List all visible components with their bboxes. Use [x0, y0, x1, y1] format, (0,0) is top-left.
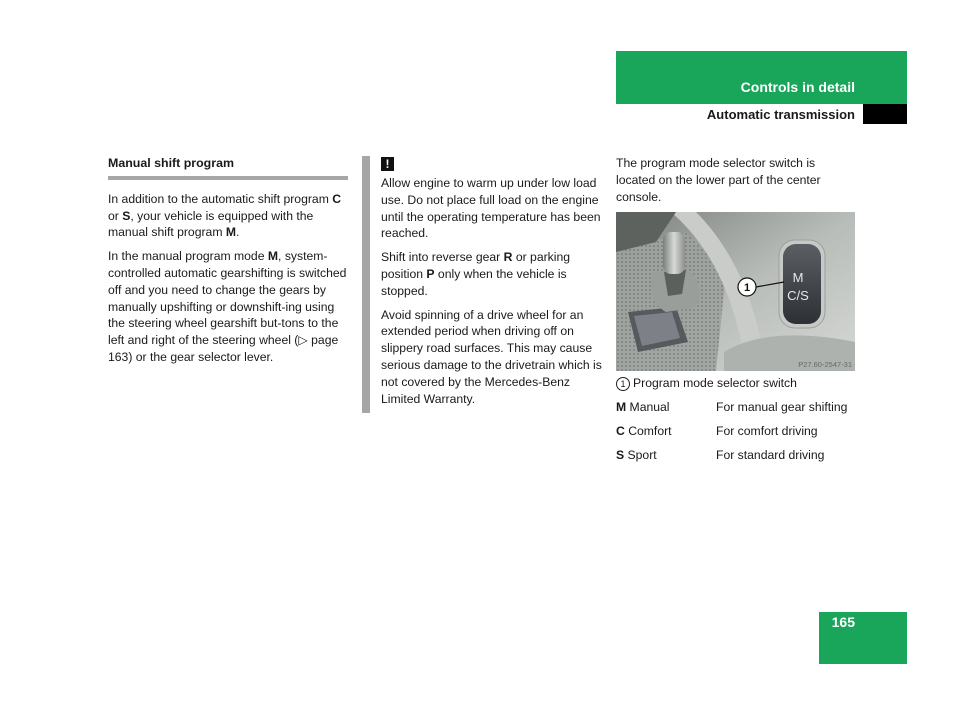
selector-intro — [616, 155, 856, 212]
caption-number: 1 — [616, 377, 630, 391]
selector-intro-text: The program mode selector switch is located on the lower part of the center console. — [616, 156, 821, 204]
selector-switch-photo — [616, 212, 855, 371]
section-tab-marker — [863, 104, 907, 124]
page-number: 165 — [831, 614, 855, 630]
mode-row-comfort: C Comfort For comfort driving — [616, 424, 818, 438]
exclamation-icon: ! — [381, 157, 394, 171]
warning-paragraph-3: Avoid spinning of a drive wheel for an extended period when driving off on slippery road surfaces. This may cause serious damage to the drivetrain which is not covered by the Mercedes-Benz Limited Warranty. — [381, 307, 602, 406]
manual-shift-paragraph-1: In addition to the automatic shift program C or S, your vehicle is equipped with the manual shift program M. — [108, 191, 342, 240]
manual-shift-column — [108, 155, 348, 373]
mode-row-manual: M Manual For manual gear shifting — [616, 400, 848, 414]
console-illustration — [616, 212, 855, 371]
header-green-box — [616, 51, 907, 104]
figure-code: P27.60-2547-31 — [798, 360, 852, 369]
figure-caption — [616, 375, 856, 392]
chapter-title: Controls in detail — [740, 79, 855, 95]
figure-callout-1: 1 — [743, 282, 751, 294]
mode-row-sport: S Sport For standard driving — [616, 448, 825, 462]
warning-column — [381, 156, 603, 414]
warning-paragraph-2: Shift into reverse gear R or parking position P only when the vehicle is stopped. — [381, 250, 571, 298]
switch-label-cs: C/S — [787, 288, 809, 303]
section-title: Automatic transmission — [706, 107, 855, 122]
warning-side-bar — [362, 156, 370, 413]
manual-shift-heading: Manual shift program — [108, 155, 348, 180]
warning-paragraph-1: Allow engine to warm up under low load use. Do not place full load on the engine until the operating temperature has been reached. — [381, 176, 601, 241]
switch-label-m: M — [792, 270, 804, 285]
manual-shift-paragraph-2: In the manual program mode M, system-controlled automatic gearshifting is switched off and you need to change the gears by manually upshifting or downshift-ing using the steering wheel gearshift but-tons to the left and right of the steering wheel (▷ page 163) or the gear selector lever. — [108, 249, 347, 364]
page-reference-arrow-icon: ▷ — [298, 333, 308, 348]
caption-text: Program mode selector switch — [633, 376, 797, 390]
